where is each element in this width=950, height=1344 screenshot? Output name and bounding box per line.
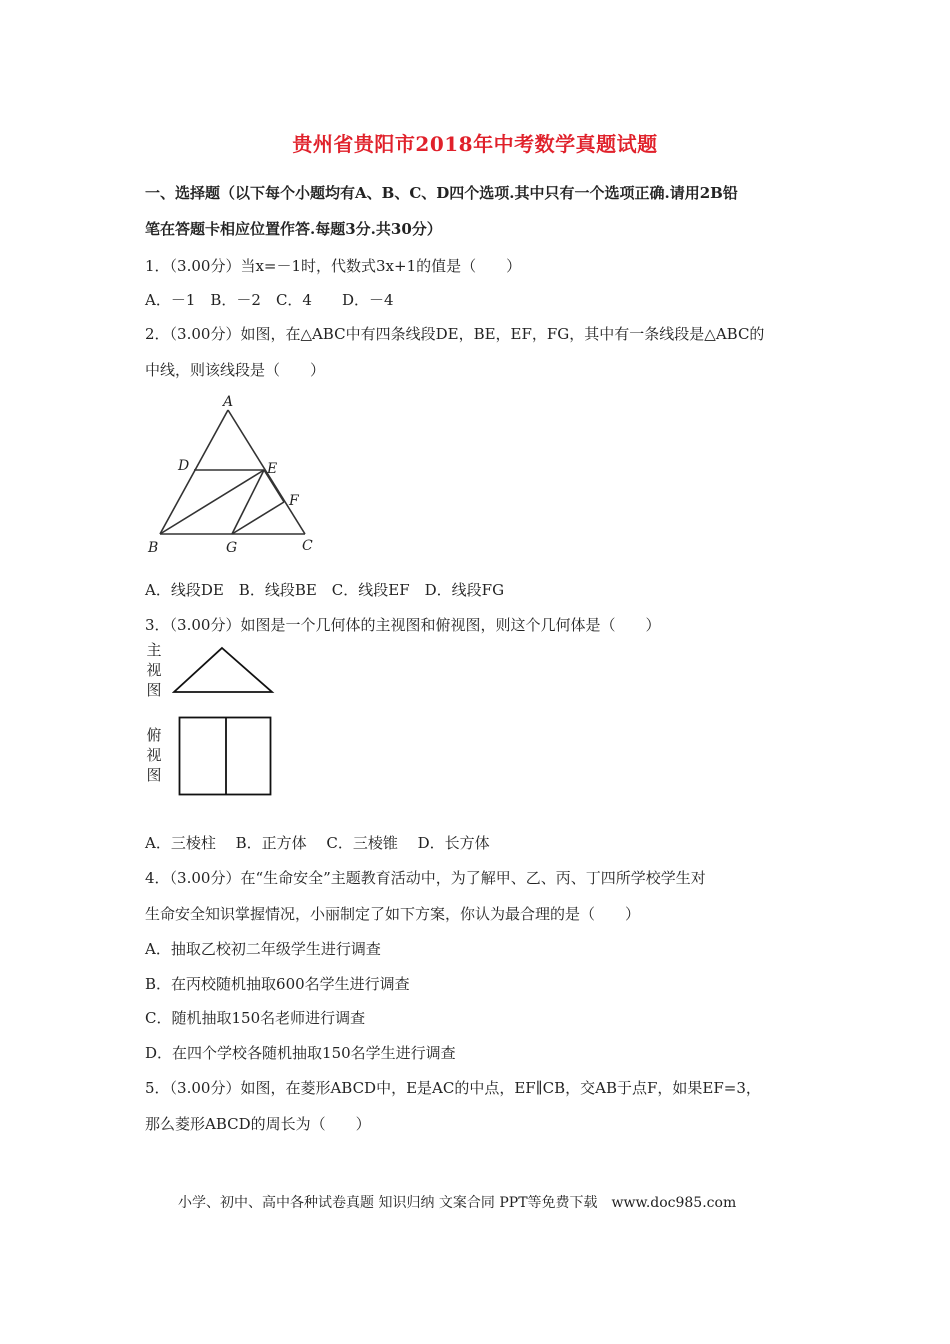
label-e: E [267,461,278,477]
q3-stem: 3．（3.00分）如图是一个几何体的主视图和俯视图，则这个几何体是（ ） [145,616,661,634]
page-footer: 小学、初中、高中各种试卷真题 知识归纳 文案合同 PPT等免费下载 www.doc985.com [178,1195,737,1211]
label-g: G [226,540,238,556]
section-heading-line2: 笔在答题卡相应位置作答.每题3分.共30分） [145,220,442,238]
q1-options: A．－1 B．－2 C．4 D．－4 [145,291,394,309]
label-d: D [178,458,190,474]
label-a: A [223,394,234,410]
q4-stem-line1: 4．（3.00分）在“生命安全”主题教育活动中，为了解甲、乙、丙、丁四所学校学生对 [145,869,706,887]
label-b: B [148,540,159,556]
q4-stem-line2: 生命安全知识掌握情况，小丽制定了如下方案，你认为最合理的是（ ） [145,905,641,923]
q5-stem-line2: 那么菱形ABCD的周长为（ ） [145,1115,371,1133]
q4-option-d: D．在四个学校各随机抽取150名学生进行调查 [145,1044,456,1062]
section-heading-line1: 一、选择题（以下每个小题均有A、B、C、D四个选项.其中只有一个选项正确.请用2B铅 [145,184,738,202]
q2-options: A．线段DE B．线段BE C．线段EF D．线段FG [145,581,505,599]
front-view-label: 主 视 图 [146,641,162,699]
q4-option-c: C．随机抽取150名老师进行调查 [145,1009,366,1027]
q2-triangle-figure [140,388,330,558]
q4-option-b: B．在丙校随机抽取600名学生进行调查 [145,975,410,993]
q2-stem-line2: 中线，则该线段是（ ） [145,361,326,379]
label-f: F [289,493,299,509]
top-view-rectangle [178,716,274,798]
label-c: C [302,538,313,554]
q5-stem-line1: 5．（3.00分）如图，在菱形ABCD中，E是AC的中点，EF∥CB，交AB于点F，如果EF=3， [145,1079,761,1097]
segment-ab [160,410,228,534]
q1-stem: 1．（3.00分）当x=－1时，代数式3x+1的值是（ ） [145,257,522,275]
front-view-triangle [172,646,276,696]
q3-options: A．三棱柱 B．正方体 C．三棱锥 D．长方体 [145,834,490,852]
q2-stem-line1: 2．（3.00分）如图，在△ABC中有四条线段DE，BE，EF，FG，其中有一条线段是△ABC的 [145,325,765,343]
q4-option-a: A．抽取乙校初二年级学生进行调查 [145,940,381,958]
page-title: 贵州省贵阳市2018年中考数学真题试题 [292,132,658,156]
top-view-label: 俯 视 图 [146,726,162,784]
